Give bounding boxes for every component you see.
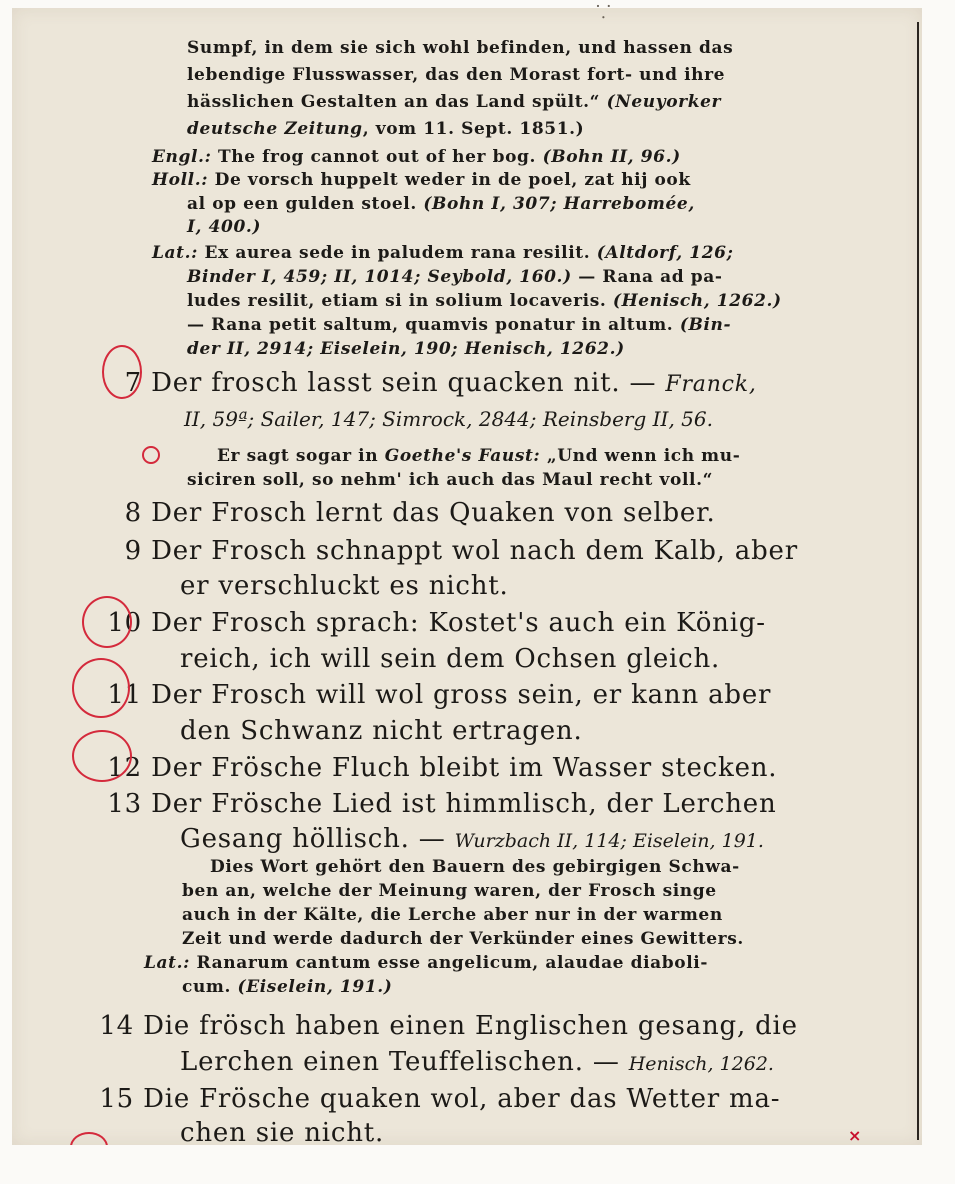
- entry-9-cont: er verschluckt es nicht.: [180, 571, 509, 601]
- red-circle-mark-7: [102, 345, 142, 399]
- entry-13: 13 Der Frösche Lied ist himmlisch, der Lerchen: [107, 789, 777, 819]
- red-circle-mark-12: [72, 730, 132, 782]
- entry-10-cont: reich, ich will sein dem Ochsen gleich.: [180, 644, 721, 674]
- entry-13-lat-2: cum. (Eiselein, 191.): [182, 977, 393, 997]
- entry-9: 9 Der Frosch schnappt wol nach dem Kalb, aber: [124, 536, 798, 566]
- holl-line-1: Holl.: De vorsch huppelt weder in de poel, zat hij ook: [152, 170, 691, 190]
- entry-13-note-1: Dies Wort gehört den Bauern des gebirgigen Schwa-: [210, 857, 740, 877]
- line-2: lebendige Flusswasser, das den Morast fort- und ihre: [187, 65, 726, 85]
- entry-7-note-2: siciren soll, so nehm' ich auch das Maul recht voll.“: [187, 470, 713, 490]
- newsprint-clipping: [12, 8, 922, 1145]
- red-x-mark: ×: [848, 1126, 862, 1145]
- red-small-circle-mark: [142, 446, 160, 464]
- lat-line-2: Binder I, 459; II, 1014; Seybold, 160.) — Rana ad pa-: [187, 267, 723, 287]
- lat-line-4: — Rana petit saltum, quamvis ponatur in altum. (Bin-: [187, 315, 732, 335]
- entry-13-note-4: Zeit und werde dadurch der Verkünder eines Gewitters.: [182, 929, 744, 949]
- red-circle-mark-10: [82, 596, 132, 648]
- line-3: hässlichen Gestalten an das Land spült.“ (Neuyorker: [187, 92, 722, 112]
- entry-7: 7 Der frosch lasst sein quacken nit. — Franck,: [124, 368, 757, 398]
- lat-line-3: ludes resilit, etiam si in solium locaveris. (Henisch, 1262.): [187, 291, 782, 311]
- engl-line: Engl.: The frog cannot out of her bog. (Bohn II, 96.): [152, 147, 681, 167]
- column-rule: [917, 22, 919, 1140]
- entry-15-cont: chen sie nicht.: [180, 1118, 385, 1145]
- entry-11-cont: den Schwanz nicht ertragen.: [180, 716, 583, 746]
- entry-13-cont: Gesang höllisch. — Wurzbach II, 114; Eiselein, 191.: [180, 824, 764, 854]
- lat-line-1: Lat.: Ex aurea sede in paludem rana resilit. (Altdorf, 126;: [152, 243, 734, 263]
- lat-line-5: der II, 2914; Eiselein, 190; Henisch, 1262.): [187, 339, 625, 359]
- entry-13-note-2: ben an, welche der Meinung waren, der Frosch singe: [182, 881, 717, 901]
- entry-14-cont: Lerchen einen Teuffelischen. — Henisch, 1262.: [180, 1047, 774, 1077]
- holl-line-3: I, 400.): [187, 217, 262, 237]
- entry-13-lat-1: Lat.: Ranarum cantum esse angelicum, alaudae diaboli-: [144, 953, 708, 973]
- red-circle-mark-partial: [70, 1132, 108, 1145]
- entry-7-note-1: Er sagt sogar in Goethe's Faust: „Und wenn ich mu-: [217, 446, 741, 466]
- line-1: Sumpf, in dem sie sich wohl befinden, und hassen das: [187, 38, 734, 58]
- entry-8: 8 Der Frosch lernt das Quaken von selber.: [124, 498, 716, 528]
- entry-15: 15 Die Frösche quaken wol, aber das Wetter ma-: [99, 1084, 781, 1114]
- entry-13-note-3: auch in der Kälte, die Lerche aber nur in der warmen: [182, 905, 723, 925]
- line-4: deutsche Zeitung, vom 11. Sept. 1851.): [187, 119, 585, 139]
- red-circle-mark-11: [72, 658, 130, 718]
- holl-line-2: al op een gulden stoel. (Bohn I, 307; Harrebomée,: [187, 194, 695, 214]
- entry-14: 14 Die frösch haben einen Englischen gesang, die: [99, 1011, 798, 1041]
- entry-10: 10 Der Frosch sprach: Kostet's auch ein König-: [107, 608, 766, 638]
- entry-11: 11 Der Frosch will wol gross sein, er kann aber: [107, 680, 772, 710]
- entry-12: 12 Der Frösche Fluch bleibt im Wasser stecken.: [107, 753, 778, 783]
- entry-7-cit: II, 59ª; Sailer, 147; Simrock, 2844; Reinsberg II, 56.: [184, 407, 713, 431]
- paper-speck: ⸪: [596, 2, 611, 23]
